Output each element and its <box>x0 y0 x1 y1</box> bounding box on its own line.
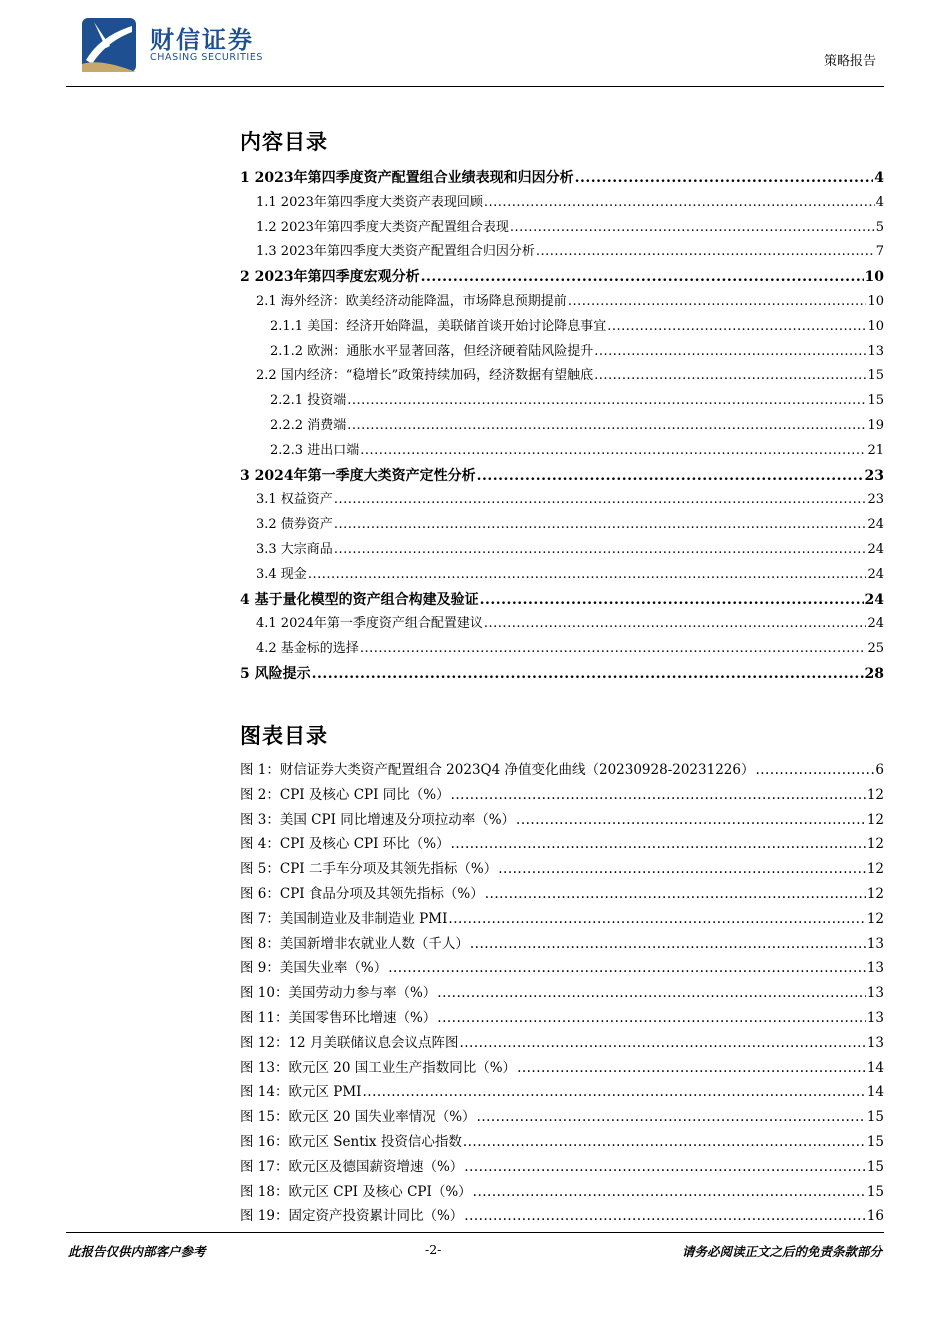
figure-entry-page: 13 <box>866 935 884 952</box>
toc-entry-page: 15 <box>867 368 884 384</box>
leader-dots <box>464 1208 866 1224</box>
toc-entry[interactable] <box>240 468 884 484</box>
toc-entry-label: 2.2.3 进出口端 <box>270 442 360 458</box>
figure-entry[interactable] <box>240 1060 884 1076</box>
toc-entry-page: 10 <box>867 294 884 309</box>
figure-entry-page: 15 <box>866 1134 884 1150</box>
toc-entry-label: 1.2 2023年第四季度大类资产配置组合表现 <box>256 219 509 235</box>
leader-dots <box>568 294 867 310</box>
leader-dots <box>347 418 866 434</box>
footer-divider <box>66 1232 884 1233</box>
toc-entry-label: 1.3 2023年第四季度大类资产配置组合归因分析 <box>256 244 535 260</box>
toc-entry[interactable] <box>240 492 884 508</box>
figure-entry-label: 图 3：美国 CPI 同比增速及分项拉动率（%） <box>240 811 516 828</box>
toc-entry-page: 25 <box>867 641 884 657</box>
figure-entry-page: 15 <box>866 1109 884 1126</box>
leader-dots <box>473 1184 866 1200</box>
leader-dots <box>594 344 866 360</box>
figure-entry-label: 图 8：美国新增非农就业人数（千人） <box>240 935 469 952</box>
toc-entry-label: 2.1 海外经济：欧美经济动能降温，市场降息预期提前 <box>256 294 567 309</box>
toc-entry-label: 2.2 国内经济：“稳增长”政策持续加码，经济数据有望触底 <box>256 368 594 384</box>
figure-entry[interactable] <box>240 911 884 927</box>
toc-entry-label: 4 基于量化模型的资产组合构建及验证 <box>240 591 479 608</box>
leader-dots <box>536 244 875 260</box>
toc-entry-page: 4 <box>875 194 884 210</box>
leader-dots <box>484 616 867 632</box>
figure-entry[interactable] <box>240 1010 884 1026</box>
toc-entry-page: 15 <box>867 393 884 409</box>
toc-entry[interactable] <box>240 393 884 409</box>
leader-dots <box>312 666 864 682</box>
figure-entry-page: 13 <box>866 1010 884 1026</box>
figure-entry-page: 15 <box>866 1158 884 1175</box>
leader-dots <box>451 836 866 852</box>
leader-dots <box>470 936 866 952</box>
figure-entry[interactable] <box>240 886 884 902</box>
figure-entry[interactable] <box>240 787 884 803</box>
toc-entry[interactable] <box>240 244 884 260</box>
toc-entry-label: 2.1.1 美国：经济开始降温，美联储首谈开始讨论降息事宜 <box>270 318 607 334</box>
leader-dots <box>388 960 866 976</box>
figure-entry-label: 图 19：固定资产投资累计同比（%） <box>240 1208 464 1225</box>
figure-entry[interactable] <box>240 836 884 852</box>
figure-entry-label: 图 16：欧元区 Sentix 投资信心指数 <box>240 1134 462 1150</box>
toc-entry[interactable] <box>240 666 884 682</box>
leader-dots <box>477 1109 866 1125</box>
leader-dots <box>347 393 866 409</box>
figure-entry[interactable] <box>240 936 884 952</box>
toc-entry[interactable] <box>240 542 884 558</box>
leader-dots <box>477 468 864 484</box>
figure-entry[interactable] <box>240 861 884 877</box>
figure-entry-page: 12 <box>866 886 884 902</box>
figure-entry-page: 14 <box>866 1059 884 1076</box>
toc-entry-label: 2.2.2 消费端 <box>270 418 347 433</box>
toc-entry[interactable] <box>240 592 884 608</box>
page-header <box>66 12 884 88</box>
figure-entry[interactable] <box>240 1035 884 1051</box>
toc-entry-label: 4.2 基金标的选择 <box>256 641 359 657</box>
toc-entry-page: 28 <box>864 666 884 682</box>
leader-dots <box>437 985 866 1001</box>
leader-dots <box>464 1159 866 1175</box>
figure-entry-label: 图 17：欧元区及德国薪资增速（%） <box>240 1158 464 1175</box>
figure-entry[interactable] <box>240 1109 884 1125</box>
figure-entry-label: 图 11：美国零售环比增速（%） <box>240 1010 437 1026</box>
leader-dots <box>334 542 867 558</box>
toc-entry-page: 7 <box>875 244 884 260</box>
leader-dots <box>484 195 875 211</box>
leader-dots <box>308 567 867 583</box>
toc-entry[interactable] <box>240 641 884 657</box>
toc-entry[interactable] <box>240 567 884 583</box>
leader-dots <box>437 1010 866 1026</box>
figure-entry-label: 图 7：美国制造业及非制造业 PMI <box>240 910 448 927</box>
figure-entry-page: 13 <box>866 960 884 977</box>
toc-entry-page: 13 <box>867 343 884 359</box>
leader-dots <box>498 861 866 877</box>
figure-entry[interactable] <box>240 762 884 778</box>
brand-name-cn: 财信证券 <box>150 26 254 54</box>
leader-dots <box>451 787 866 803</box>
figure-entry[interactable] <box>240 1084 884 1100</box>
leader-dots <box>510 220 875 236</box>
leader-dots <box>485 886 866 902</box>
toc-entry[interactable] <box>240 368 884 384</box>
toc-entry-label: 3.2 债券资产 <box>256 517 333 533</box>
figure-entry-label: 图 12：12 月美联储议息会议点阵图 <box>240 1034 459 1051</box>
leader-dots <box>517 1060 866 1076</box>
toc-entry[interactable] <box>240 418 884 434</box>
toc-entry[interactable] <box>240 616 884 632</box>
figure-entry-label: 图 9：美国失业率（%） <box>240 960 388 977</box>
toc-entry-label: 1 2023年第四季度资产配置组合业绩表现和归因分析 <box>240 170 574 186</box>
toc-entry-page: 24 <box>867 616 884 632</box>
toc-entry-page: 5 <box>875 219 884 235</box>
leader-dots <box>480 592 864 608</box>
toc-entry-label: 1.1 2023年第四季度大类资产表现回顾 <box>256 194 483 210</box>
figure-entry-page: 13 <box>866 985 884 1002</box>
leader-dots <box>334 492 867 508</box>
page-number: -2- <box>425 1242 442 1257</box>
leader-dots <box>607 319 866 335</box>
figure-entry-page: 12 <box>866 910 884 927</box>
leader-dots <box>448 911 865 927</box>
figure-entry-label: 图 1：财信证券大类资产配置组合 2023Q4 净值变化曲线（20230928-20231226） <box>240 762 755 778</box>
brand-name-en: CHASING SECURITIES <box>150 52 264 63</box>
toc-entry-label: 2.2.1 投资端 <box>270 393 347 409</box>
toc-entry[interactable] <box>240 319 884 335</box>
figure-entry[interactable] <box>240 1208 884 1224</box>
leader-dots <box>334 517 867 533</box>
toc-entry-page: 24 <box>867 517 884 533</box>
toc-entry-page: 24 <box>867 542 884 557</box>
figure-entry[interactable] <box>240 960 884 976</box>
toc-entry-label: 4.1 2024年第一季度资产组合配置建议 <box>256 616 483 632</box>
figure-entry[interactable] <box>240 1159 884 1175</box>
figure-entry-page: 12 <box>866 861 884 878</box>
toc-entry[interactable] <box>240 170 884 186</box>
toc-entry-label: 3.1 权益资产 <box>256 492 333 508</box>
figure-entry-page: 12 <box>866 836 884 853</box>
figure-entry[interactable] <box>240 1184 884 1200</box>
figure-entry-page: 12 <box>866 811 884 828</box>
footer-disclaimer: 此报告仅供内部客户参考 <box>68 1244 206 1259</box>
figure-entry-page: 14 <box>866 1084 884 1101</box>
leader-dots <box>421 269 864 285</box>
toc-entry-page: 23 <box>867 492 884 508</box>
toc-entry[interactable] <box>240 220 884 236</box>
toc-entry-label: 3.4 现金 <box>256 566 307 582</box>
toc-entry[interactable] <box>240 294 884 310</box>
toc-entry-page: 4 <box>874 170 884 186</box>
header-divider <box>66 86 884 87</box>
leader-dots <box>575 170 874 186</box>
toc-entry-page: 24 <box>864 591 884 608</box>
toc-entry[interactable] <box>240 269 884 285</box>
figure-entry-label: 图 18：欧元区 CPI 及核心 CPI（%） <box>240 1183 472 1200</box>
figure-entry-label: 图 10：美国劳动力参与率（%） <box>240 985 437 1002</box>
leader-dots <box>594 368 866 384</box>
figure-entry-label: 图 4：CPI 及核心 CPI 环比（%） <box>240 836 450 853</box>
figure-entry-label: 图 6：CPI 食品分项及其领先指标（%） <box>240 886 484 902</box>
toc-entry-page: 10 <box>864 269 884 286</box>
toc-entry-label: 5 风险提示 <box>240 666 311 682</box>
toc-entry-page: 19 <box>867 418 884 433</box>
figure-entry-label: 图 2：CPI 及核心 CPI 同比（%） <box>240 786 450 803</box>
leader-dots <box>755 762 874 778</box>
figure-entry-page: 13 <box>866 1034 884 1051</box>
leader-dots <box>360 641 867 657</box>
leader-dots <box>363 1084 866 1100</box>
leader-dots <box>516 812 866 828</box>
figure-entry-label: 图 13：欧元区 20 国工业生产指数同比（%） <box>240 1059 517 1076</box>
figure-entry-page: 6 <box>875 762 884 778</box>
figure-entry-page: 16 <box>866 1208 884 1225</box>
toc-entry-label: 3 2024年第一季度大类资产定性分析 <box>240 467 476 484</box>
brand-logo-icon <box>80 16 138 74</box>
footer-notice: 请务必阅读正文之后的免责条款部分 <box>681 1244 882 1259</box>
toc-entry[interactable] <box>240 517 884 533</box>
leader-dots <box>459 1035 865 1051</box>
figure-entry[interactable] <box>240 812 884 828</box>
leader-dots <box>463 1134 866 1150</box>
toc-entry-page: 23 <box>864 467 884 484</box>
figure-entry-label: 图 5：CPI 二手车分项及其领先指标（%） <box>240 861 498 878</box>
toc-entry-label: 3.3 大宗商品 <box>256 542 333 557</box>
leader-dots <box>360 443 866 459</box>
figure-entry[interactable] <box>240 985 884 1001</box>
figure-entry-page: 12 <box>866 786 884 803</box>
toc-entry[interactable] <box>240 443 884 459</box>
toc-entry-page: 21 <box>867 442 884 458</box>
figure-entry-page: 15 <box>866 1183 884 1200</box>
figures-title: 图表目录 <box>240 723 328 748</box>
report-type: 策略报告 <box>823 54 876 69</box>
toc-entry-page: 24 <box>867 566 884 582</box>
toc-entry-label: 2 2023年第四季度宏观分析 <box>240 269 420 286</box>
figure-entry-label: 图 14：欧元区 PMI <box>240 1084 362 1101</box>
toc-entry-page: 10 <box>867 318 884 334</box>
toc-entry-label: 2.1.2 欧洲：通胀水平显著回落，但经济硬着陆风险提升 <box>270 343 594 359</box>
figure-entry[interactable] <box>240 1134 884 1150</box>
toc-entry[interactable] <box>240 195 884 211</box>
figure-entry-label: 图 15：欧元区 20 国失业率情况（%） <box>240 1109 476 1126</box>
toc-title: 内容目录 <box>240 129 328 154</box>
toc-entry[interactable] <box>240 344 884 360</box>
